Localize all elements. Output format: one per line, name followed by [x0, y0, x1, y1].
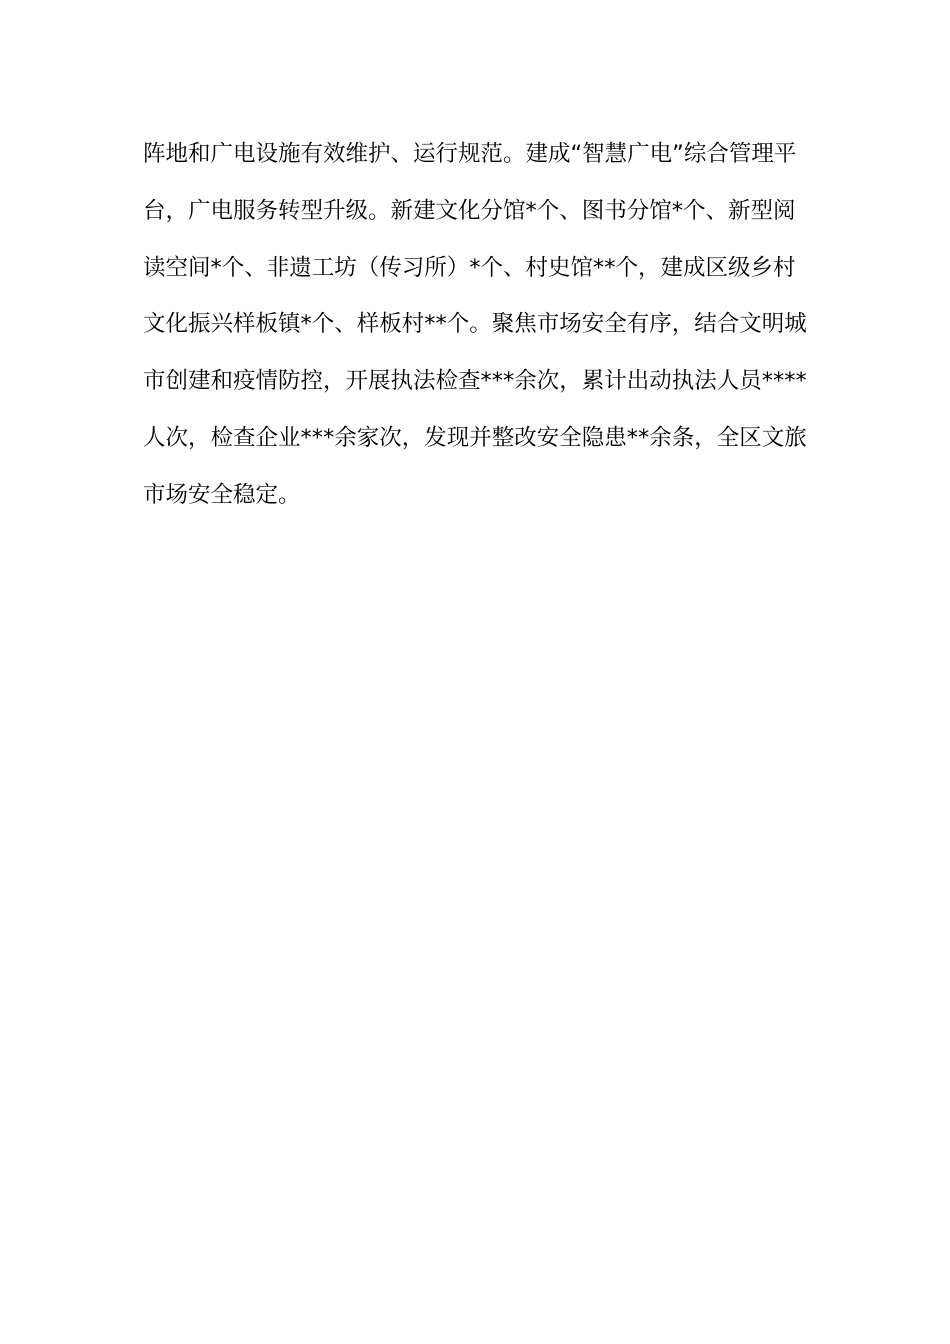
paragraph-line-6: 人次，检查企业***余家次，发现并整改安全隐患**余条，全区文旅	[143, 424, 807, 451]
paragraph-line-7: 市场安全稳定。	[143, 481, 301, 508]
paragraph-line-5: 市创建和疫情防控，开展执法检查***余次，累计出动执法人员****	[143, 368, 807, 395]
paragraph-line-3: 读空间*个、非遗工坊（传习所）*个、村史馆**个，建成区级乡村	[143, 254, 796, 281]
paragraph-line-4: 文化振兴样板镇*个、样板村**个。聚焦市场安全有序，结合文明城	[143, 311, 807, 338]
paragraph-line-2: 台，广电服务转型升级。新建文化分馆*个、图书分馆*个、新型阅	[143, 197, 796, 224]
paragraph-line-1: 阵地和广电设施有效维护、运行规范。建成“智慧广电”综合管理平	[143, 141, 797, 167]
body-paragraph	[143, 126, 823, 524]
